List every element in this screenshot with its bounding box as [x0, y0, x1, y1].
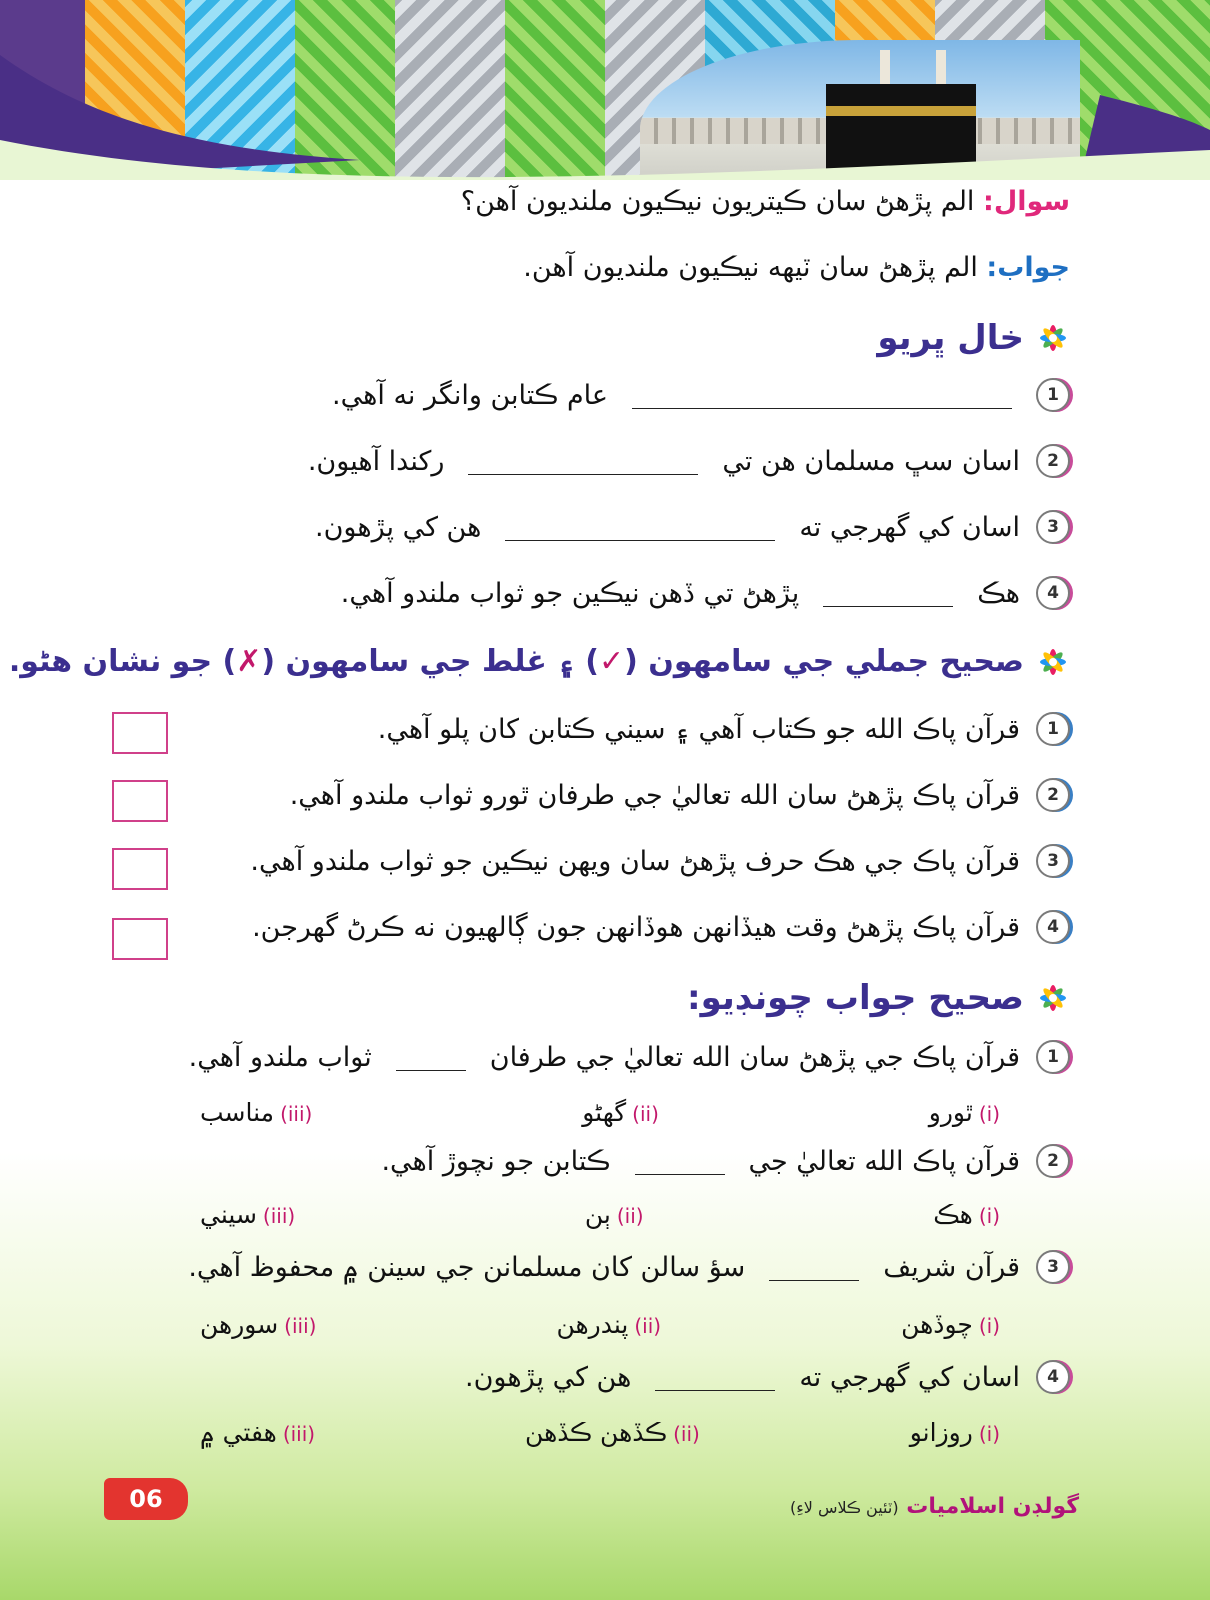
section-title: خال ڀريو — [877, 318, 1024, 358]
mcq-item — [381, 1144, 1070, 1178]
blank-line[interactable] — [823, 580, 953, 607]
true-false-item — [378, 712, 1070, 746]
mcq-options — [200, 1200, 1000, 1229]
item-text-after: ڪتابن جو نچوڙ آهي. — [381, 1145, 611, 1177]
section-heading-true-false — [9, 644, 1070, 679]
item-number: 4 — [1036, 576, 1070, 610]
question-line — [461, 186, 1070, 217]
fill-blank-item — [308, 444, 1070, 478]
banner-wave — [0, 0, 1210, 180]
section-heading-fill-blanks — [877, 318, 1070, 358]
blank-line[interactable] — [468, 448, 698, 475]
item-text-before: قرآن پاڪ الله تعاليٰ جي — [748, 1145, 1020, 1177]
blank-line[interactable] — [396, 1044, 466, 1071]
item-text-before: هڪ — [977, 577, 1020, 609]
blank-line[interactable] — [769, 1254, 859, 1281]
book-footer — [790, 1494, 1079, 1519]
book-title: گولڊن اسلاميات — [906, 1494, 1080, 1519]
option[interactable]: (ii)گهڻو — [582, 1098, 659, 1127]
title-part: ) جو نشان هڻو. — [8, 644, 237, 679]
item-text-after: رکندا آهيون. — [307, 445, 445, 477]
mcq-item — [189, 1040, 1070, 1074]
option[interactable]: (ii)ٻن — [584, 1200, 644, 1229]
statement-text: قرآن پاڪ الله جو ڪتاب آهي ۽ سيني ڪتابن کان پلو آهي. — [377, 713, 1020, 745]
item-text-before: قرآن پاڪ جي پڙهڻ سان الله تعاليٰ جي طرفان — [489, 1041, 1020, 1073]
item-number: 1 — [1036, 712, 1070, 746]
blank-line[interactable] — [635, 1148, 725, 1175]
item-text-before: اسان کي گهرجي ته — [799, 511, 1020, 543]
mcq-options — [200, 1310, 1000, 1339]
item-text-after: سؤ سالن کان مسلمانن جي سينن ۾ محفوظ آهي. — [188, 1251, 746, 1283]
fill-blank-item — [341, 576, 1070, 610]
item-text-after: عام ڪتابن وانگر نه آهي. — [332, 379, 608, 411]
blank-line[interactable] — [655, 1364, 775, 1391]
item-text-after: هن کي پڙهون. — [465, 1361, 632, 1393]
true-false-item — [252, 910, 1070, 944]
item-text-after: هن کي پڙهون. — [315, 511, 482, 543]
option[interactable]: (i)ٿورو — [928, 1098, 1000, 1127]
option[interactable]: (i)چوڏهن — [901, 1310, 1000, 1339]
item-number: 1 — [1036, 378, 1070, 412]
item-number: 3 — [1036, 510, 1070, 544]
answer-label: جواب: — [986, 252, 1070, 283]
answer-checkbox[interactable] — [112, 848, 168, 890]
question-label: سوال: — [983, 186, 1070, 217]
header-banner — [0, 0, 1210, 180]
answer-line — [523, 252, 1070, 283]
option[interactable]: (iii)سورهن — [200, 1310, 317, 1339]
mcq-item — [188, 1250, 1070, 1284]
answer-checkbox[interactable] — [112, 712, 168, 754]
blank-line[interactable] — [632, 382, 1012, 409]
item-number: 2 — [1036, 778, 1070, 812]
blank-line[interactable] — [505, 514, 775, 541]
option[interactable]: (ii)ڪڏهن ڪڏهن — [525, 1418, 700, 1447]
mcq-item — [465, 1360, 1070, 1394]
title-part: صحيح جملي جي سامهون ( — [624, 644, 1024, 679]
answer-text: الم پڙهڻ سان ٽيهه نيڪيون ملنديون آهن. — [523, 252, 978, 283]
item-number: 3 — [1036, 1250, 1070, 1284]
option[interactable]: (iii)سيني — [200, 1200, 296, 1229]
section-heading-mcq — [687, 978, 1070, 1018]
item-number: 1 — [1036, 1040, 1070, 1074]
title-part: ) ۽ غلط جي سامهون ( — [261, 644, 600, 679]
true-false-item — [250, 844, 1070, 878]
cross-mark-icon: ✗ — [236, 644, 262, 679]
item-text-before: اسان کي گهرجي ته — [799, 1361, 1020, 1393]
item-text-before: قرآن شريف — [883, 1251, 1020, 1283]
statement-text: قرآن پاڪ پڙهڻ وقت هيڏانهن هوڏانهن جون ڳالهيون نه ڪرڻ گهرجن. — [252, 911, 1020, 943]
statement-text: قرآن پاڪ جي هڪ حرف پڙهڻ سان ويهن نيڪين جو ثواب ملندو آهي. — [250, 845, 1020, 877]
item-number: 4 — [1036, 1360, 1070, 1394]
fill-blank-item — [332, 378, 1070, 412]
question-text: الم پڙهڻ سان ڪيتريون نيڪيون ملنديون آهن؟ — [460, 186, 975, 217]
class-label: (ٽئين ڪلاس لاءِ) — [790, 1498, 899, 1517]
check-mark-icon: ✓ — [599, 644, 625, 679]
section-title — [9, 644, 1024, 679]
option[interactable]: (ii)پندرهن — [556, 1310, 662, 1339]
section-title: صحيح جواب چونڊيو: — [687, 978, 1024, 1018]
answer-checkbox[interactable] — [112, 918, 168, 960]
option[interactable]: (i)روزانو — [909, 1418, 1000, 1447]
flower-icon — [1036, 321, 1070, 355]
item-number: 2 — [1036, 1144, 1070, 1178]
option[interactable]: (iii)مناسب — [200, 1098, 313, 1127]
item-text-after: ثواب ملندو آهي. — [188, 1041, 372, 1073]
mcq-options — [200, 1098, 1000, 1127]
option[interactable]: (i)هڪ — [933, 1200, 1000, 1229]
answer-checkbox[interactable] — [112, 780, 168, 822]
item-number: 2 — [1036, 444, 1070, 478]
mcq-options — [200, 1418, 1000, 1447]
statement-text: قرآن پاڪ پڙهڻ سان الله تعاليٰ جي طرفان ٿورو ثواب ملندو آهي. — [289, 779, 1020, 811]
item-number: 3 — [1036, 844, 1070, 878]
item-number: 4 — [1036, 910, 1070, 944]
item-text-before: اسان سڀ مسلمان هن تي — [722, 445, 1020, 477]
item-text-after: پڙهڻ تي ڏهن نيڪين جو ثواب ملندو آهي. — [340, 577, 800, 609]
flower-icon — [1036, 645, 1070, 679]
fill-blank-item — [315, 510, 1070, 544]
page-number: 06 — [104, 1478, 188, 1520]
true-false-item — [290, 778, 1070, 812]
flower-icon — [1036, 981, 1070, 1015]
option[interactable]: (iii)هفتي ۾ — [200, 1418, 316, 1447]
